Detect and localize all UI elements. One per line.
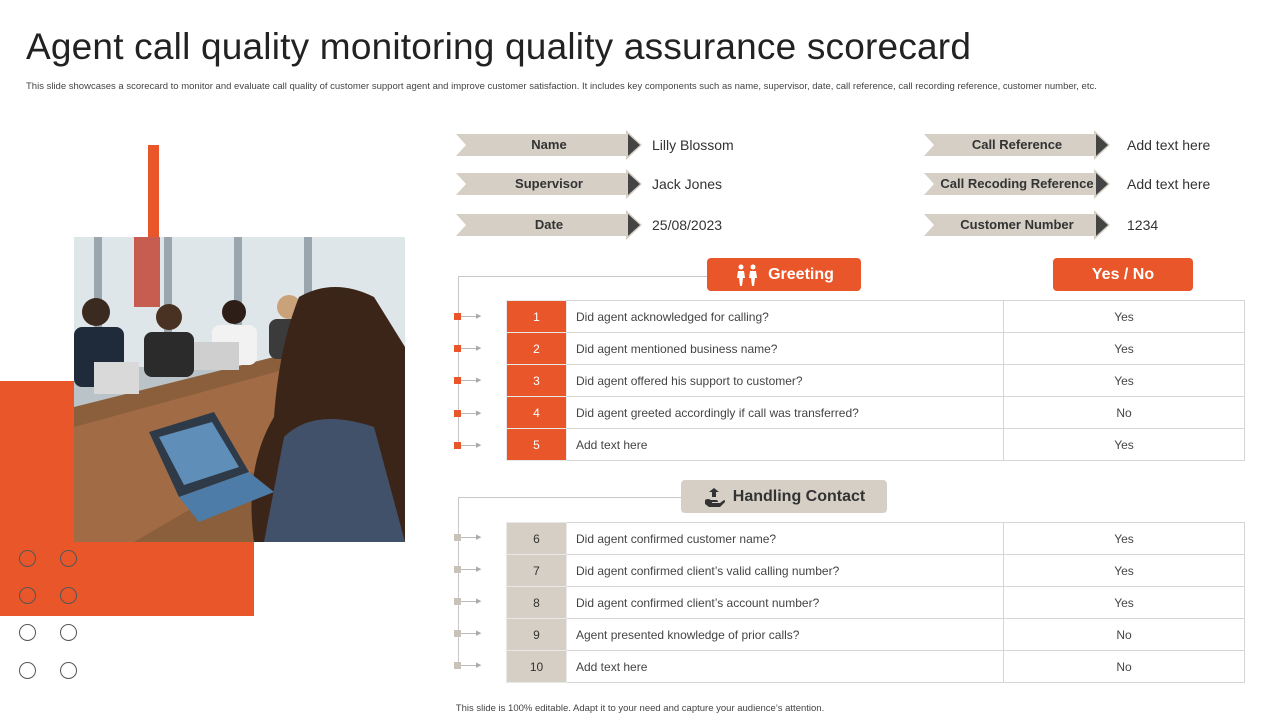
dot (19, 550, 36, 567)
table-row (507, 651, 1245, 683)
row-question: Add text here (567, 651, 1004, 683)
row-number: 3 (507, 365, 567, 397)
row-connector: ▶ (454, 410, 500, 418)
hand-support-icon (703, 486, 725, 508)
table-row (507, 619, 1245, 651)
row-answer: Yes (1004, 555, 1245, 587)
dot (60, 587, 77, 604)
dot (19, 662, 36, 679)
info-value-supervisor: Jack Jones (652, 176, 723, 192)
table-row (507, 397, 1245, 429)
people-icon (734, 264, 760, 286)
row-number: 1 (507, 301, 567, 333)
yes-no-title: Yes / No (1091, 265, 1155, 283)
row-number: 4 (507, 397, 567, 429)
row-answer: Yes (1004, 365, 1245, 397)
info-label-date: Date (456, 214, 642, 236)
info-value-name: Lilly Blossom (652, 137, 734, 153)
info-value-call-reference: Add text here (1127, 137, 1211, 153)
table-row (507, 333, 1245, 365)
row-question: Did agent confirmed client’s valid calling number? (567, 555, 1004, 587)
info-label-supervisor: Supervisor (456, 173, 642, 195)
row-connector: ▶ (454, 662, 500, 670)
dot (19, 587, 36, 604)
info-label-call-recording-reference: Call Recoding Reference (924, 173, 1110, 195)
handling-header (681, 480, 887, 513)
row-answer: No (1004, 651, 1245, 683)
row-question: Did agent mentioned business name? (567, 333, 1004, 365)
row-question: Did agent greeted accordingly if call was transferred? (567, 397, 1004, 429)
row-answer: Yes (1004, 587, 1245, 619)
row-question: Did agent offered his support to customer? (567, 365, 1004, 397)
row-question: Agent presented knowledge of prior calls? (567, 619, 1004, 651)
yes-no-header (1053, 258, 1193, 291)
row-connector: ▶ (454, 534, 500, 542)
info-value-customer-number: 1234 (1127, 217, 1159, 233)
footer-note: This slide is 100% editable. Adapt it to your need and capture your audience’s attention. (455, 703, 825, 714)
table-row (507, 301, 1245, 333)
row-connector: ▶ (454, 345, 500, 353)
info-label-call-reference: Call Reference (924, 134, 1110, 156)
row-number: 10 (507, 651, 567, 683)
dot (19, 624, 36, 641)
table-row (507, 587, 1245, 619)
dot (60, 550, 77, 567)
row-answer: Yes (1004, 523, 1245, 555)
row-answer: Yes (1004, 333, 1245, 365)
row-question: Add text here (567, 429, 1004, 461)
row-connector: ▶ (454, 313, 500, 321)
row-connector: ▶ (454, 442, 500, 450)
page-title: Agent call quality monitoring quality assurance scorecard (26, 26, 972, 67)
row-number: 7 (507, 555, 567, 587)
row-number: 9 (507, 619, 567, 651)
meeting-photo (74, 237, 405, 542)
info-label-customer-number: Customer Number (924, 214, 1110, 236)
row-question: Did agent acknowledged for calling? (567, 301, 1004, 333)
row-answer: Yes (1004, 429, 1245, 461)
table-row (507, 365, 1245, 397)
accent-bar (148, 145, 159, 237)
info-label-name: Name (456, 134, 642, 156)
row-connector: ▶ (454, 630, 500, 638)
row-number: 8 (507, 587, 567, 619)
info-value-call-recording-reference: Add text here (1127, 176, 1211, 192)
table-row (507, 523, 1245, 555)
table-row (507, 555, 1245, 587)
row-answer: No (1004, 397, 1245, 429)
row-number: 6 (507, 523, 567, 555)
row-connector: ▶ (454, 598, 500, 606)
row-question: Did agent confirmed client’s account number? (567, 587, 1004, 619)
page-subtitle: This slide showcases a scorecard to monitor and evaluate call quality of customer support agent and improve customer satisfaction. It includes key components such as name, supervisor, date, call reference, call recording reference, customer number, etc. (26, 81, 1097, 92)
row-connector: ▶ (454, 377, 500, 385)
info-value-date: 25/08/2023 (652, 217, 723, 233)
row-answer: No (1004, 619, 1245, 651)
row-question: Did agent confirmed customer name? (567, 523, 1004, 555)
row-connector: ▶ (454, 566, 500, 574)
greeting-table (506, 300, 1245, 461)
greeting-title: Greeting (768, 265, 834, 283)
row-number: 5 (507, 429, 567, 461)
row-number: 2 (507, 333, 567, 365)
row-answer: Yes (1004, 301, 1245, 333)
greeting-header (707, 258, 861, 291)
handling-title: Handling Contact (732, 487, 866, 505)
handling-table (506, 522, 1245, 683)
dot (60, 624, 77, 641)
table-row (507, 429, 1245, 461)
dot (60, 662, 77, 679)
